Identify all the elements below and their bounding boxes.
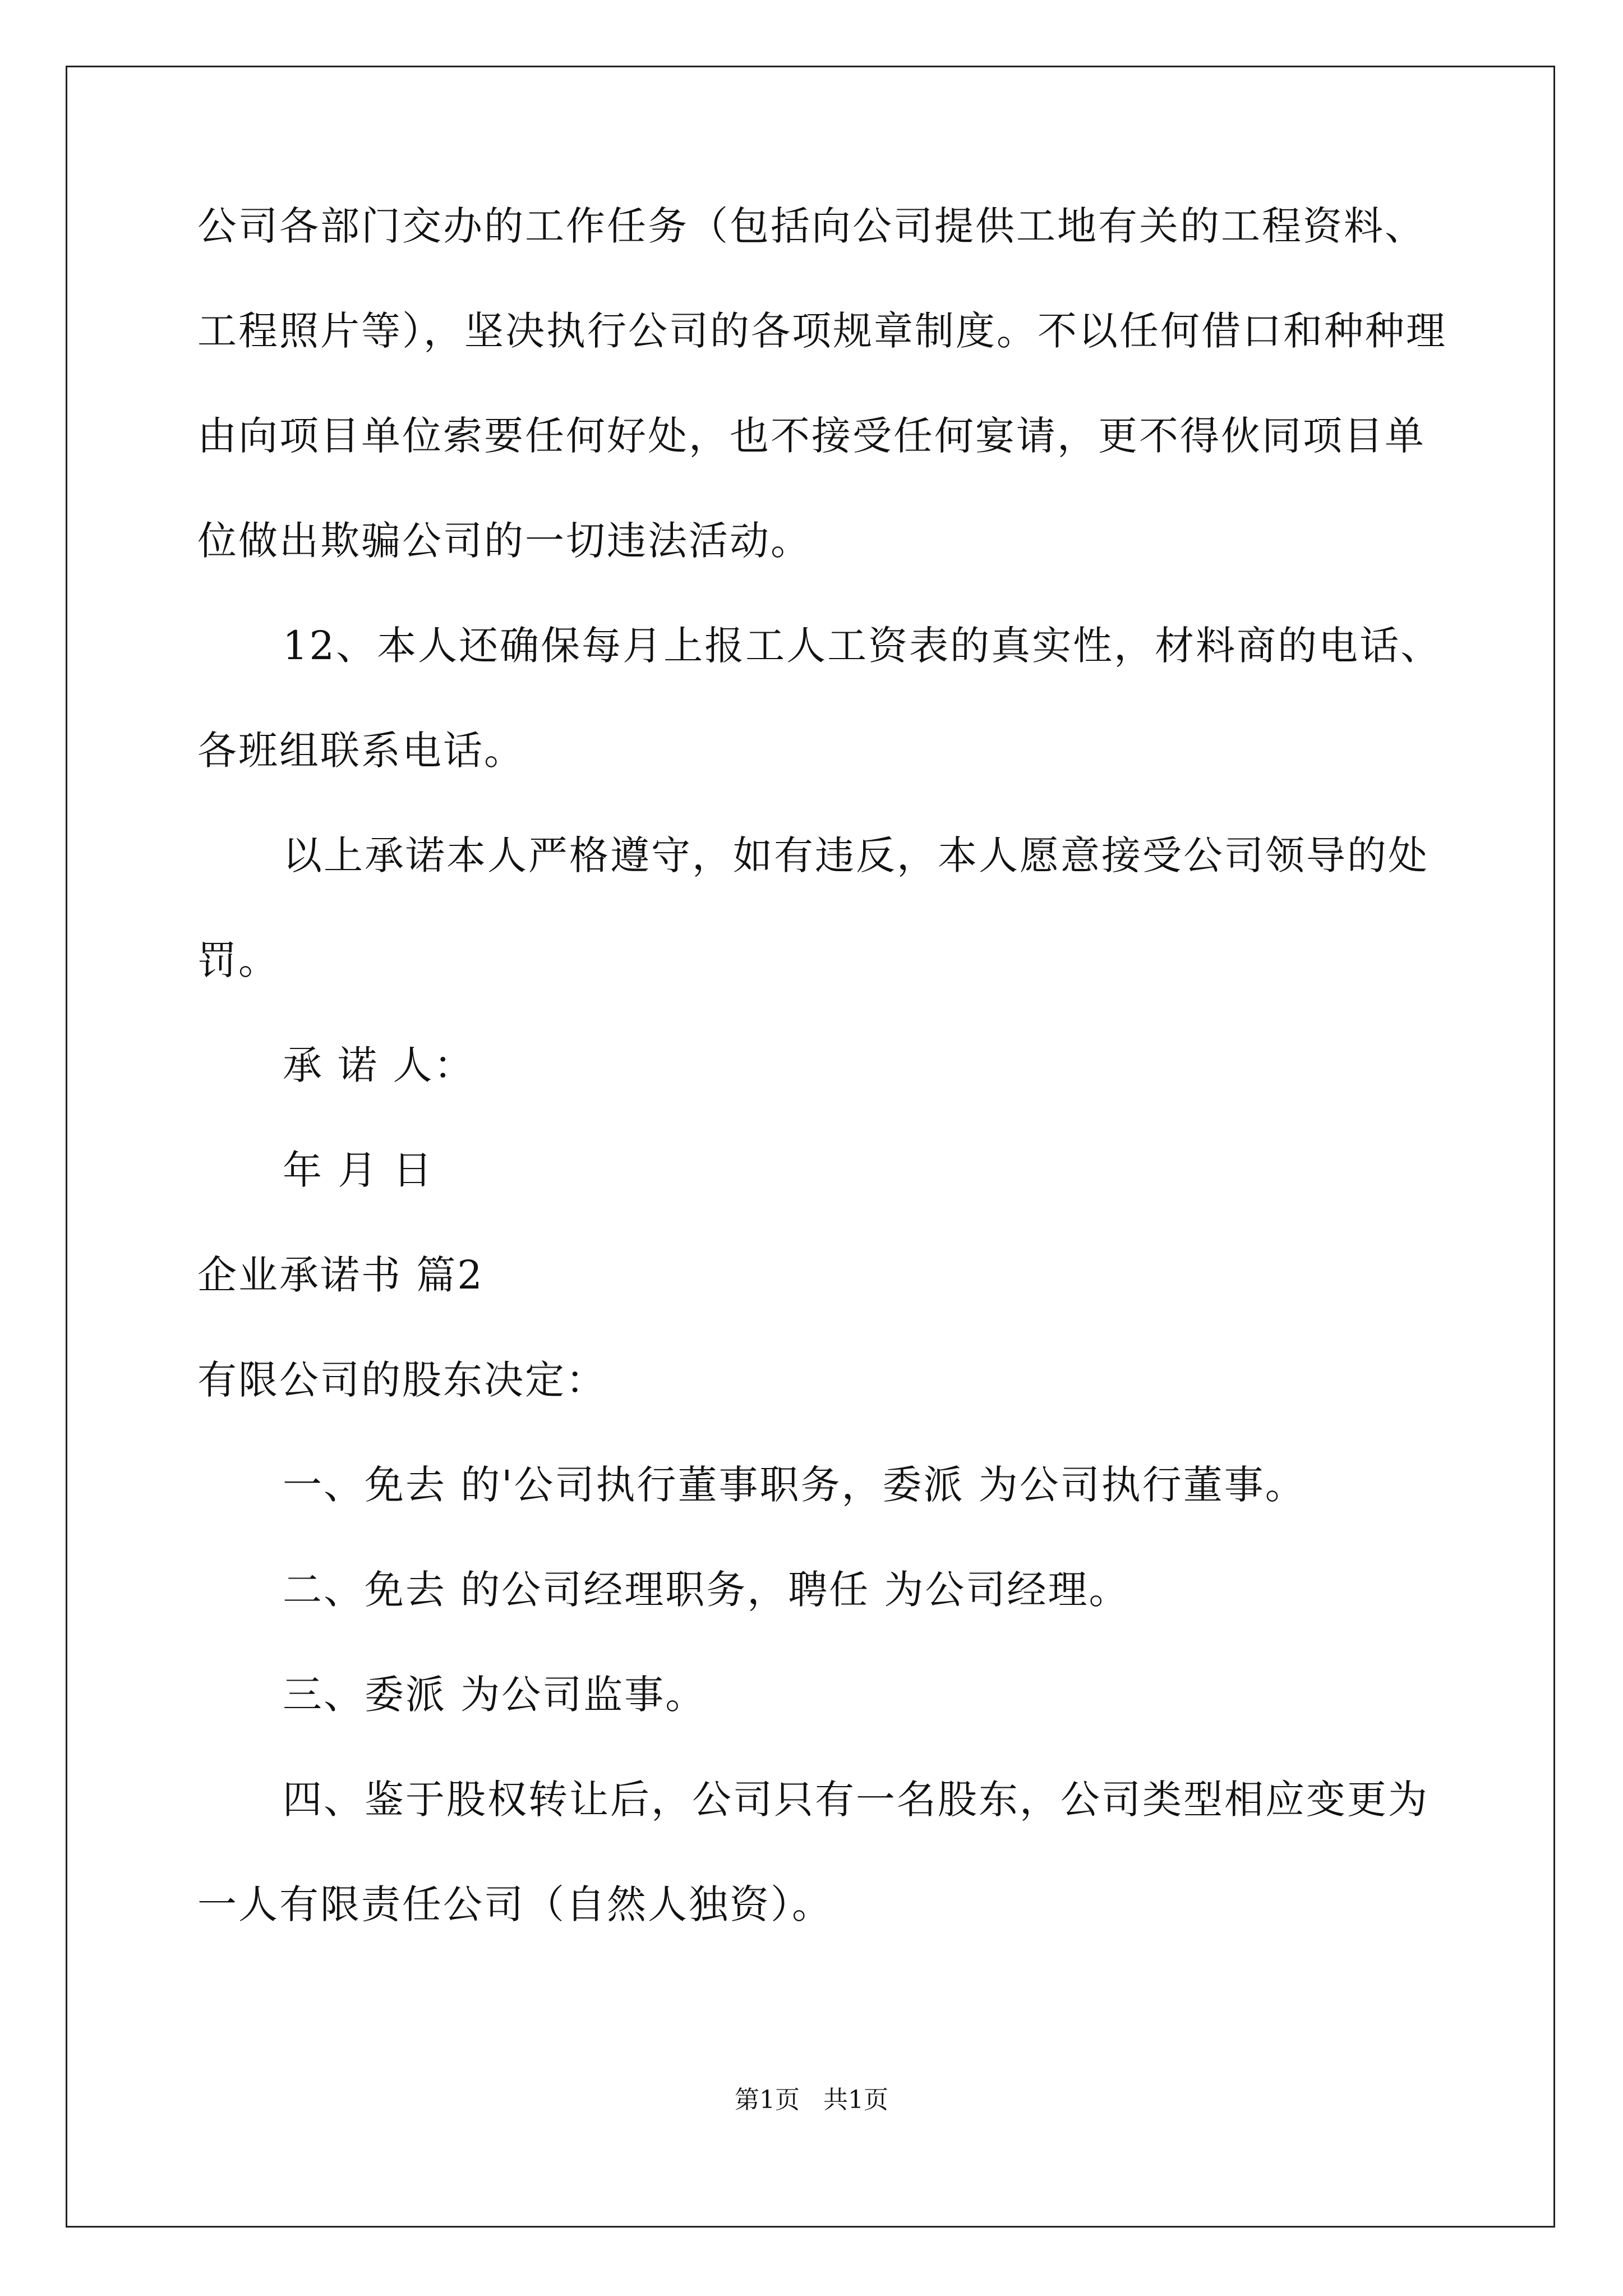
paragraph-line: 以上承诺本人严格遵守，如有违反，本人愿意接受公司领导的处 bbox=[283, 832, 1429, 878]
list-item: 四、鉴于股权转让后，公司只有一名股东，公司类型相应变更为 bbox=[283, 1777, 1429, 1823]
paragraph-line: 一人有限责任公司（自然人独资）。 bbox=[197, 1881, 833, 1927]
section-heading: 企业承诺书 篇2 bbox=[197, 1252, 484, 1298]
paragraph-line: 由向项目单位索要任何好处，也不接受任何宴请，更不得伙同项目单 bbox=[197, 413, 1426, 459]
date-label: 年 月 日 bbox=[283, 1147, 434, 1193]
paragraph-line: 12、本人还确保每月上报工人工资表的真实性，材料商的电话、 bbox=[283, 623, 1442, 669]
paragraph-line: 各班组联系电话。 bbox=[197, 728, 525, 774]
paragraph-line: 罚。 bbox=[197, 937, 279, 983]
list-item: 二、免去 的公司经理职务，聘任 为公司经理。 bbox=[283, 1567, 1130, 1613]
list-item: 三、委派 为公司监事。 bbox=[283, 1672, 707, 1718]
paragraph-line: 公司各部门交办的工作任务（包括向公司提供工地有关的工程资料、 bbox=[197, 203, 1426, 249]
list-item: 一、免去 的'公司执行董事职务，委派 为公司执行董事。 bbox=[283, 1462, 1306, 1508]
signatory-label: 承 诺 人： bbox=[283, 1042, 475, 1088]
paragraph-line: 位做出欺骗公司的一切违法活动。 bbox=[197, 518, 811, 564]
paragraph-line: 工程照片等），坚决执行公司的各项规章制度。不以任何借口和种种理 bbox=[197, 308, 1447, 354]
document-body bbox=[197, 203, 1447, 1990]
paragraph-line: 有限公司的股东决定： bbox=[197, 1357, 607, 1403]
page-number-footer: 第1页 共1页 bbox=[735, 2086, 888, 2114]
